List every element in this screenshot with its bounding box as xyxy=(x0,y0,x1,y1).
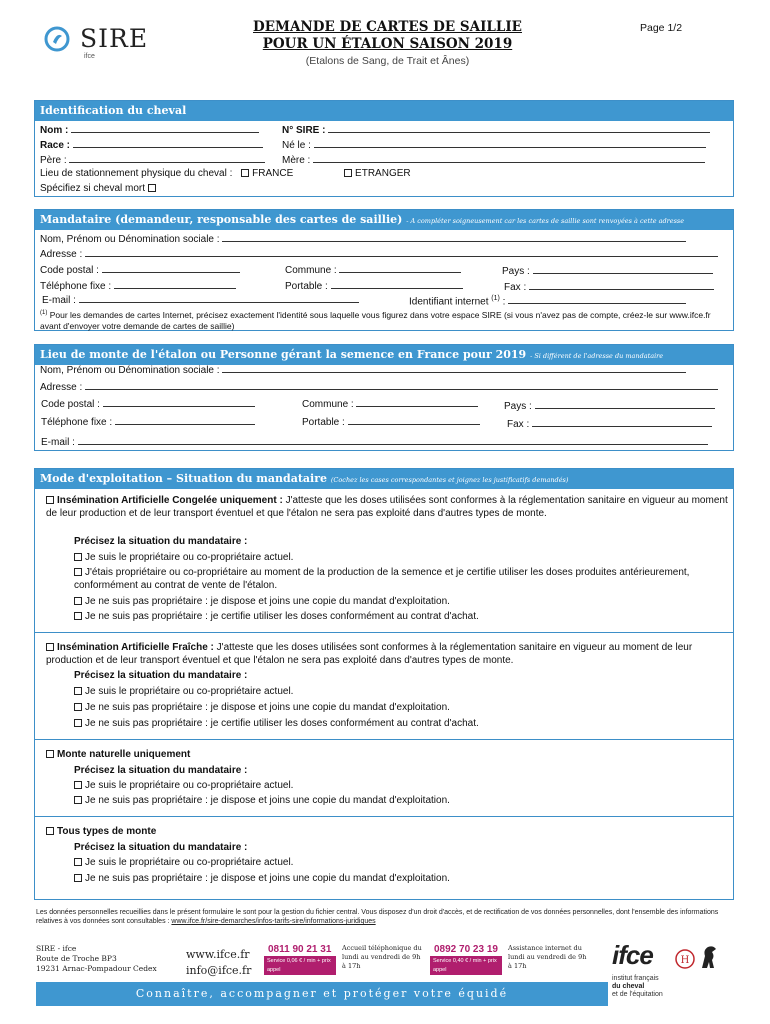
etranger-label: ETRANGER xyxy=(355,168,411,179)
iaf-checkbox[interactable] xyxy=(46,643,54,651)
mn-opt2: Je ne suis pas propriétaire : je dispose et joins une copie du mandat d'exploitation. xyxy=(85,795,450,806)
mere-label: Mère : xyxy=(282,155,311,166)
m-cp-label: Code postal : xyxy=(40,265,99,276)
m-fax-field[interactable] xyxy=(529,280,714,290)
iac-opt2-checkbox[interactable] xyxy=(74,568,82,576)
page-number: Page 1/2 xyxy=(640,22,683,34)
rgpd-notice xyxy=(36,908,736,926)
sire-label: N° SIRE : xyxy=(282,125,326,136)
lieu-monte-title: Lieu de monte de l'étalon ou Personne gérant la semence en France pour 2019 xyxy=(40,348,527,361)
mn-opt1: Je suis le propriétaire ou co-propriétaire actuel. xyxy=(85,780,294,791)
l-portable-field[interactable] xyxy=(348,415,480,425)
m-identifiant-field[interactable] xyxy=(508,294,686,304)
sire-field[interactable] xyxy=(328,123,710,133)
ifce-logo xyxy=(612,940,737,1006)
iaf-opt2: Je ne suis pas propriétaire : je dispose et joins une copie du mandat d'exploitation. xyxy=(85,702,450,713)
addr-line3: 19231 Arnac-Pompadour Cedex xyxy=(36,964,157,973)
l-nom-label: Nom, Prénom ou Dénomination sociale : xyxy=(40,365,220,376)
ne-le-label: Né le : xyxy=(282,140,311,151)
phone2-number: 0892 70 23 19 xyxy=(434,944,498,955)
horse-icon xyxy=(698,944,720,970)
mn-opt1-checkbox[interactable] xyxy=(74,781,82,789)
phone1-desc: Accueil téléphonique du lundi au vendredi de 9h à 17h xyxy=(342,944,422,970)
divider xyxy=(35,739,733,740)
iac-opt2: J'étais propriétaire ou co-propriétaire au moment de la production de la semence et je certifie utiliser les doses produites antérieurement, conformément au contrat de vente de l'étalon. xyxy=(74,567,690,591)
iaf-opt1-checkbox[interactable] xyxy=(74,687,82,695)
ifce-sub1: institut français xyxy=(612,975,659,982)
form-title xyxy=(200,19,575,53)
m-email-label: E-mail : xyxy=(42,295,76,306)
m-pays-label: Pays : xyxy=(502,266,530,277)
mode-title: Mode d'exploitation – Situation du mandataire xyxy=(40,472,328,485)
l-email-label: E-mail : xyxy=(41,437,75,448)
identification-section xyxy=(34,100,734,197)
iaf-block xyxy=(46,642,729,667)
m-tel-field[interactable] xyxy=(114,279,236,289)
iaf-title: Insémination Artificielle Fraîche : xyxy=(57,642,214,653)
ifce-sub3: et de l'équitation xyxy=(612,991,663,998)
rgpd-link[interactable]: www.ifce.fr/sire-demarches/infos-tarifs-sire/informations-juridiques xyxy=(171,918,376,925)
mode-section xyxy=(34,468,734,900)
phone1-block xyxy=(264,944,424,978)
iaf-opt3: Je ne suis pas propriétaire : je certifie utiliser les doses conformément au contrat d'achat. xyxy=(85,718,479,729)
sire-logo-icon xyxy=(44,26,70,52)
tt-precisez: Précisez la situation du mandataire : xyxy=(74,842,248,853)
nom-field[interactable] xyxy=(71,123,259,133)
france-checkbox[interactable] xyxy=(241,169,249,177)
m-pays-field[interactable] xyxy=(533,264,713,274)
ne-le-field[interactable] xyxy=(314,138,706,148)
iaf-opt3-checkbox[interactable] xyxy=(74,719,82,727)
mandataire-section: Mandataire (demandeur, responsable des cartes de saillie) - A compléter soigneusement car les cartes de saillie sont renvoyées à cette adresse Nom, Prénom ou Dénomination sociale : Adresse : Code postal : Commune : Pays : Téléphone fixe : Portable : Fax : E-mail : Identifiant internet $^{(1)}$ : $^{(1)}$ Pour les demandes de cartes Internet, précisez exactement l'identité sous laquelle vous figurez dans votre espace SIRE (si vous n'avez pas de compte, créez-le sur www.ifce.fr avant d'envoyer votre demande de cartes de saillie) xyxy=(34,209,734,331)
lieu-monte-note: - Si différent de l'adresse du mandataire xyxy=(530,352,664,360)
tt-opt2: Je ne suis pas propriétaire : je dispose et joins une copie du mandat d'exploitation. xyxy=(85,873,450,884)
mort-label: Spécifiez si cheval mort xyxy=(40,183,146,194)
france-label: FRANCE xyxy=(252,168,294,179)
phone2-block xyxy=(430,944,590,978)
nom-label: Nom : xyxy=(40,125,69,136)
l-nom-field[interactable] xyxy=(222,363,686,373)
haras-icon xyxy=(674,948,696,970)
l-adresse-field[interactable] xyxy=(85,380,718,390)
m-portable-label: Portable : xyxy=(285,281,328,292)
mode-note: (Cochez les cases correspondantes et joignez les justificatifs demandés) xyxy=(330,476,569,484)
iac-block xyxy=(46,495,729,520)
l-portable-label: Portable : xyxy=(302,417,345,428)
l-pays-label: Pays : xyxy=(504,401,532,412)
mn-title: Monte naturelle uniquement xyxy=(57,749,191,760)
iac-opt1: Je suis le propriétaire ou co-propriétaire actuel. xyxy=(85,552,294,563)
iac-opt1-checkbox[interactable] xyxy=(74,553,82,561)
phone1-number: 0811 90 21 31 xyxy=(268,944,332,955)
iac-opt4-checkbox[interactable] xyxy=(74,612,82,620)
tt-checkbox[interactable] xyxy=(46,827,54,835)
m-fax-label: Fax : xyxy=(504,282,527,293)
l-email-field[interactable] xyxy=(78,435,708,445)
iac-opt4: Je ne suis pas propriétaire : je certifie utiliser les doses conformément au contrat d'achat. xyxy=(85,611,479,622)
logo-sub: ifce xyxy=(84,53,95,60)
pere-field[interactable] xyxy=(69,153,265,163)
lieu-monte-section xyxy=(34,344,734,451)
divider xyxy=(35,816,733,817)
iaf-text: J'atteste que les doses utilisées sont conformes à la réglementation sanitaire en vigueur au moment de leur production et de leur transport éventuel et que l'étalon ne sera pas exploité dans d'autres types de monte. xyxy=(46,642,693,666)
logo-text: SIRE xyxy=(80,24,149,53)
title-line1: DEMANDE DE CARTES DE SAILLIE xyxy=(253,19,522,35)
phone2-tag: Service 0,40 € / min + prix appel xyxy=(430,956,502,975)
m-nom-field[interactable] xyxy=(222,232,686,242)
ifce-logo-text: ifce xyxy=(612,940,653,970)
pere-label: Père : xyxy=(40,155,67,166)
iac-opt3: Je ne suis pas propriétaire : je dispose et joins une copie du mandat d'exploitation. xyxy=(85,596,450,607)
phone1-tag: Service 0,06 € / min + prix appel xyxy=(264,956,336,975)
mn-checkbox[interactable] xyxy=(46,750,54,758)
m-cp-field[interactable] xyxy=(102,263,240,273)
identification-title: Identification du cheval xyxy=(35,101,733,121)
m-commune-field[interactable] xyxy=(339,263,461,273)
race-field[interactable] xyxy=(73,138,263,148)
tt-opt1-checkbox[interactable] xyxy=(74,858,82,866)
l-tel-label: Téléphone fixe : xyxy=(41,417,113,428)
mere-field[interactable] xyxy=(313,153,705,163)
l-tel-field[interactable] xyxy=(115,415,255,425)
m-nom-label: Nom, Prénom ou Dénomination sociale : xyxy=(40,234,220,245)
etranger-checkbox[interactable] xyxy=(344,169,352,177)
divider xyxy=(35,632,733,633)
mn-precisez: Précisez la situation du mandataire : xyxy=(74,765,248,776)
rgpd-text: Les données personnelles recueillies dans le présent formulaire le sont pour la gestion du fichier central. Vous disposez d'un droit d'accès, et de rectification de vos données personnelles, dont l'ensemble des informations relatives à vos données sont consultables : xyxy=(36,909,719,925)
iac-text: J'atteste que les doses utilisées sont conformes à la réglementation sanitaire en vigueur au moment de leur production et de leur transport éventuel et que l'étalon ne sera pas exploité dans d'autres types de monte. xyxy=(46,495,728,519)
iac-opt3-checkbox[interactable] xyxy=(74,597,82,605)
m-adresse-field[interactable] xyxy=(85,247,718,257)
footer-address xyxy=(36,944,157,974)
m-tel-label: Téléphone fixe : xyxy=(40,281,112,292)
l-cp-label: Code postal : xyxy=(41,399,100,410)
mail-link[interactable]: info@ifce.fr xyxy=(186,964,252,977)
footer-web xyxy=(186,947,251,979)
l-pays-field[interactable] xyxy=(535,399,715,409)
mn-opt2-checkbox[interactable] xyxy=(74,796,82,804)
footer xyxy=(0,938,770,1024)
form-subtitle: (Etalons de Sang, de Trait et Ânes) xyxy=(305,55,470,67)
m-portable-field[interactable] xyxy=(331,279,463,289)
mort-checkbox[interactable] xyxy=(148,184,156,192)
l-commune-label: Commune : xyxy=(302,399,354,410)
m-adresse-label: Adresse : xyxy=(40,249,83,260)
m-identifiant-label: Identifiant internet xyxy=(409,296,489,308)
title-line2: POUR UN ÉTALON SAISON 2019 xyxy=(262,36,513,52)
l-commune-field[interactable] xyxy=(356,397,478,407)
m-email-field[interactable] xyxy=(79,293,359,303)
sire-logo xyxy=(44,24,164,64)
l-cp-field[interactable] xyxy=(103,397,255,407)
l-fax-field[interactable] xyxy=(532,417,712,427)
mandataire-title: Mandataire (demandeur, responsable des cartes de saillie) xyxy=(40,213,403,226)
iac-precisez: Précisez la situation du mandataire : xyxy=(74,536,248,547)
m-identifiant-sup: (1) xyxy=(491,295,500,302)
iaf-precisez: Précisez la situation du mandataire : xyxy=(74,670,248,681)
footnote-sup: (1) xyxy=(40,310,48,316)
web-link[interactable]: www.ifce.fr xyxy=(186,948,250,961)
race-label: Race : xyxy=(40,140,71,151)
iac-checkbox[interactable] xyxy=(46,496,54,504)
slogan-text: Connaître, accompagner et protéger votre équidé xyxy=(135,987,509,1000)
iac-title: Insémination Artificielle Congelée uniquement : xyxy=(57,495,283,506)
svg-text:H: H xyxy=(680,955,690,966)
tt-opt2-checkbox[interactable] xyxy=(74,874,82,882)
l-adresse-label: Adresse : xyxy=(40,382,83,393)
addr-line2: Route de Troche BP3 xyxy=(36,954,117,963)
footnote-text: Pour les demandes de cartes Internet, précisez exactement l'identité sous laquelle vous figurez dans votre espace SIRE (si vous n'avez pas de compte, créez-le sur www.ifce.fr avant d'envoyer votre demande de cartes de saillie) xyxy=(40,309,711,331)
ifce-sub2: du cheval xyxy=(612,983,645,990)
addr-line1: SIRE - ifce xyxy=(36,944,77,953)
tt-opt1: Je suis le propriétaire ou co-propriétaire actuel. xyxy=(85,857,294,868)
tt-title: Tous types de monte xyxy=(57,826,157,837)
phone2-desc: Assistance internet du lundi au vendredi de 9h à 17h xyxy=(508,944,587,970)
iaf-opt1: Je suis le propriétaire ou co-propriétaire actuel. xyxy=(85,686,294,697)
m-commune-label: Commune : xyxy=(285,265,337,276)
l-fax-label: Fax : xyxy=(507,419,530,430)
lieu-label: Lieu de stationnement physique du cheval : xyxy=(40,168,233,179)
iaf-opt2-checkbox[interactable] xyxy=(74,703,82,711)
mandataire-note: - A compléter soigneusement car les cartes de saillie sont renvoyées à cette adresse xyxy=(406,217,685,225)
